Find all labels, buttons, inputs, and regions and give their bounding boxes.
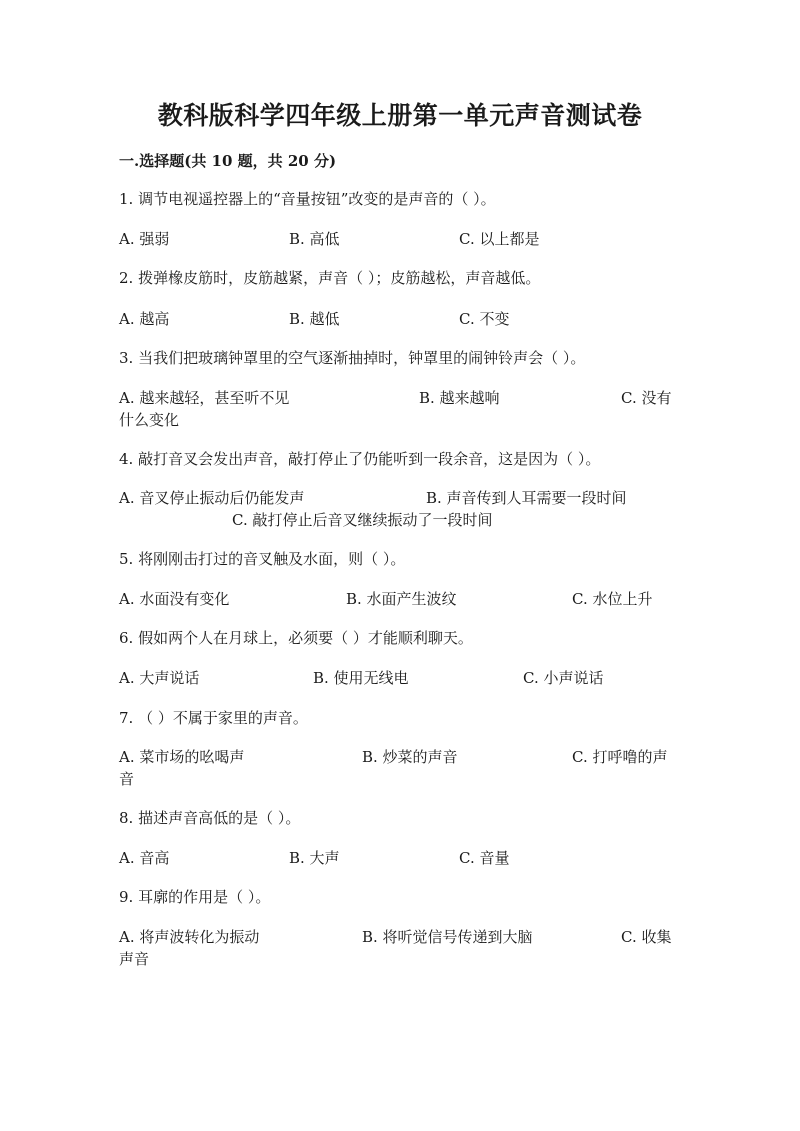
q1-option-a: A. 强弱 <box>119 230 170 248</box>
q9-option-c-continued: 声音 <box>119 950 150 968</box>
q2-option-b: B. 越低 <box>289 310 340 328</box>
q2-option-c: C. 不变 <box>459 310 510 328</box>
section-heading: 一.选择题(共 10 题，共 20 分) <box>119 152 337 170</box>
q9-option-b: B. 将听觉信号传递到大脑 <box>362 928 533 946</box>
question-3: 3. 当我们把玻璃钟罩里的空气逐渐抽掉时，钟罩里的闹钟铃声会（ ）。 <box>119 349 586 367</box>
q6-option-a: A. 大声说话 <box>119 669 200 687</box>
question-2: 2. 拨弹橡皮筋时，皮筋越紧，声音（ ）；皮筋越松，声音越低。 <box>119 269 541 287</box>
q6-option-b: B. 使用无线电 <box>313 669 409 687</box>
q9-option-a: A. 将声波转化为振动 <box>119 928 260 946</box>
q9-option-c: C. 收集 <box>621 928 672 946</box>
q8-option-b: B. 大声 <box>289 849 340 867</box>
q3-option-a: A. 越来越轻，甚至听不见 <box>119 389 290 407</box>
question-7: 7. （ ）不属于家里的声音。 <box>119 709 308 727</box>
q5-option-c: C. 水位上升 <box>572 590 653 608</box>
q2-option-a: A. 越高 <box>119 310 170 328</box>
question-5: 5. 将刚刚击打过的音叉触及水面，则（ ）。 <box>119 550 406 568</box>
exam-title: 教科版科学四年级上册第一单元声音测试卷 <box>157 101 643 130</box>
q1-option-c: C. 以上都是 <box>459 230 540 248</box>
q7-option-b: B. 炒菜的声音 <box>362 748 458 766</box>
question-4: 4. 敲打音叉会发出声音，敲打停止了仍能听到一段余音，这是因为（ ）。 <box>119 450 601 468</box>
q5-option-b: B. 水面产生波纹 <box>346 590 457 608</box>
question-1: 1. 调节电视遥控器上的“音量按钮”改变的是声音的（ ）。 <box>119 190 496 208</box>
q3-option-c-continued: 什么变化 <box>119 411 180 429</box>
q7-option-a: A. 菜市场的吆喝声 <box>119 748 245 766</box>
q6-option-c: C. 小声说话 <box>523 669 604 687</box>
q3-option-c: C. 没有 <box>621 389 672 407</box>
question-6: 6. 假如两个人在月球上，必须要（ ）才能顺利聊天。 <box>119 629 473 647</box>
question-9: 9. 耳廓的作用是（ ）。 <box>119 888 271 906</box>
q4-option-c: C. 敲打停止后音叉继续振动了一段时间 <box>232 511 493 529</box>
q4-option-a: A. 音叉停止振动后仍能发声 <box>119 489 305 507</box>
q5-option-a: A. 水面没有变化 <box>119 590 230 608</box>
q8-option-c: C. 音量 <box>459 849 510 867</box>
q8-option-a: A. 音高 <box>119 849 170 867</box>
q7-option-c-continued: 音 <box>119 770 135 788</box>
q3-option-b: B. 越来越响 <box>419 389 500 407</box>
q4-option-b: B. 声音传到人耳需要一段时间 <box>426 489 627 507</box>
q1-option-b: B. 高低 <box>289 230 340 248</box>
question-8: 8. 描述声音高低的是（ ）。 <box>119 809 301 827</box>
q7-option-c: C. 打呼噜的声 <box>572 748 668 766</box>
